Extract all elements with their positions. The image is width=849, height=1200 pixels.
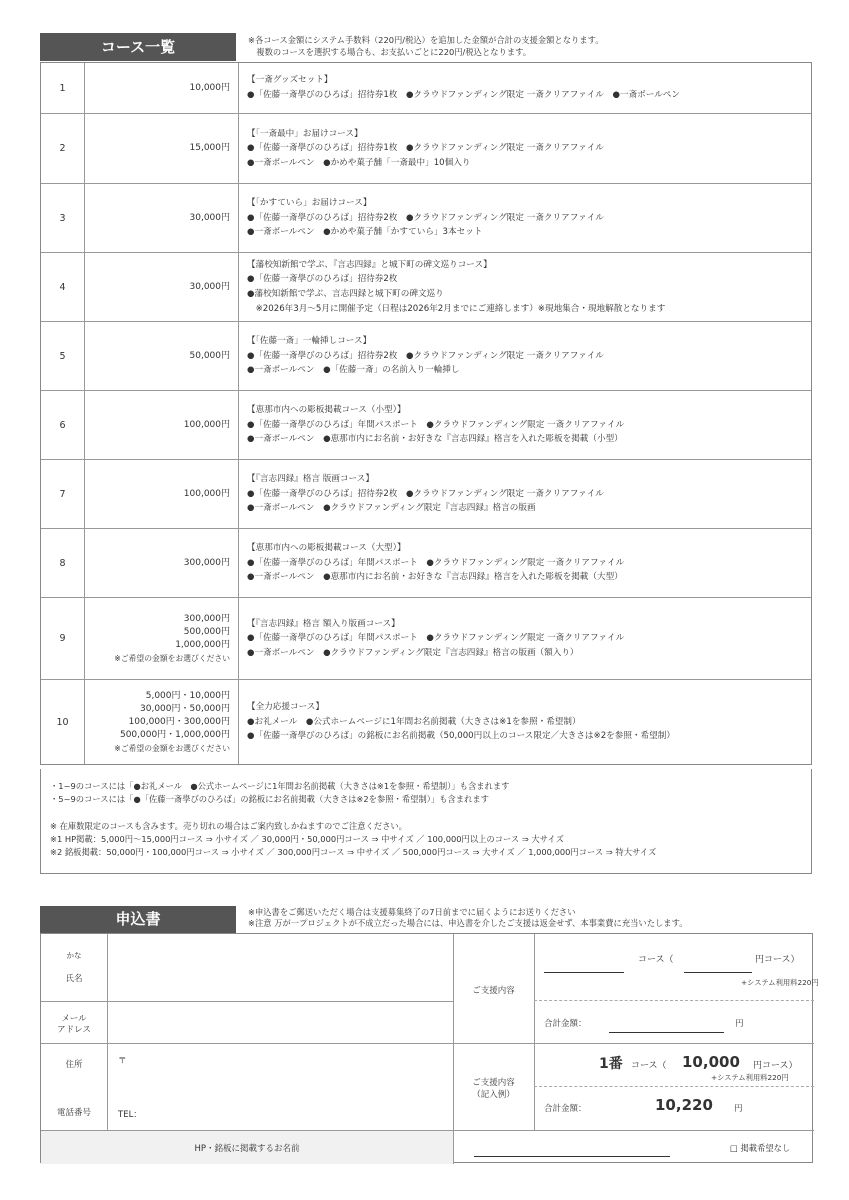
- course-price-value: 100,000円・300,000円: [128, 716, 230, 727]
- course-table: [40, 62, 812, 765]
- course-price: [85, 63, 239, 113]
- course-price-note: ※ご希望の金額をお選びください: [114, 743, 230, 753]
- course-number: 6: [41, 391, 85, 459]
- course-price-value: 15,000円: [189, 143, 230, 153]
- course-price-value: 50,000円: [189, 350, 230, 361]
- course-title: 【全力応援コース】: [247, 702, 324, 713]
- course-amount-field[interactable]: [684, 972, 752, 973]
- course-price: [85, 598, 239, 679]
- hp-name-label: HP・銘板に掲載するお名前: [194, 1144, 300, 1154]
- phone-label: 電話番号: [56, 1108, 91, 1118]
- course-price: [85, 322, 239, 390]
- course-price-value: 30,000円: [189, 212, 230, 223]
- course-note-line: ※各コース金額にシステム手数料（220円/税込）を追加した金額が合計の支援金額となります。: [248, 35, 604, 45]
- name-label: 氏名: [65, 974, 83, 984]
- address-label: 住所: [65, 1060, 83, 1070]
- course-price-value: 100,000円: [183, 488, 230, 499]
- example-course-label: コース（: [631, 1061, 667, 1071]
- course-item: ●一斎ボールペン ●かめや菓子舗「一斎最中」10個入り: [247, 157, 471, 168]
- course-row: [41, 322, 811, 391]
- course-price-value: 300,000円: [183, 613, 230, 624]
- system-fee-note: +システム利用料220円: [741, 978, 819, 987]
- course-number-field[interactable]: [544, 972, 624, 973]
- example-label-2: （記入例）: [472, 1090, 515, 1100]
- course-row: [41, 63, 811, 114]
- course-number: 2: [41, 114, 85, 183]
- course-content: [239, 114, 811, 183]
- course-title: 【『言志四録』格言 額入り版画コース】: [247, 618, 400, 629]
- example-total-amount: 10,220: [655, 1096, 713, 1114]
- example-label-1: ご支援内容: [472, 1078, 515, 1088]
- course-item: ※2026年3月～5月に開催予定（日程は2026年2月までにご連絡します）※現地集合・現地解散となります: [247, 303, 666, 314]
- course-title: 【恵那市内への彫板掲載コース（大型）】: [247, 543, 406, 554]
- course-price: [85, 253, 239, 321]
- course-price-value: 10,000円: [189, 82, 230, 93]
- course-title: 【恵那市内への彫板掲載コース（小型）】: [247, 405, 406, 416]
- course-number: 9: [41, 598, 85, 679]
- form-note-line: ※申込書をご郵送いただく場合は支援募集終了の7日前までに届くようにお送りください: [248, 907, 576, 917]
- course-note-line: ※ 在庫数限定のコースも含みます。売り切れの場合はご案内致しかねますのでご注意ください。: [50, 821, 407, 831]
- email-label-1: メール: [61, 1014, 87, 1024]
- course-title: 【藩校知新館で学ぶ、『言志四録』と城下町の碑文巡りコース】: [247, 259, 492, 270]
- course-item: ●「佐藤一斎學びのひろば」招待券2枚 ●クラウドファンディング限定 一斎クリアファイル: [247, 212, 604, 223]
- course-number: 10: [41, 680, 85, 764]
- course-content: [239, 322, 811, 390]
- course-number: 5: [41, 322, 85, 390]
- support-content-label: ご支援内容: [472, 986, 515, 996]
- course-row: [41, 391, 811, 460]
- course-price-note: ※ご希望の金額をお選びください: [114, 653, 230, 663]
- course-note-line: ・5~9のコースには「●「佐藤一斎學びのひろば」の銘板にお名前掲載（大きさは※2を参照・希望制）」も含まれます: [50, 794, 489, 804]
- course-item: ●「佐藤一斎學びのひろば」招待券1枚 ●クラウドファンディング限定 一斎クリアファイル: [247, 143, 604, 154]
- hp-name-field[interactable]: [474, 1156, 670, 1157]
- form-section-header: [40, 906, 688, 933]
- course-price: [85, 114, 239, 183]
- example-total-label: 合計金額：: [544, 1104, 587, 1114]
- course-item: ●一斎ボールペン ●クラウドファンディング限定『言志四録』格言の版画（額入り）: [247, 647, 579, 658]
- name-field[interactable]: [108, 935, 452, 1000]
- course-item: ●「佐藤一斎學びのひろば」年間パスポート ●クラウドファンディング限定 一斎クリアファイル: [247, 419, 625, 430]
- course-price-value: 5,000円・10,000円: [145, 690, 230, 701]
- course-list-title: コース一覧: [40, 33, 236, 61]
- course-note-line: 複数のコースを選択する場合も、お支払いごとに220円/税込となります。: [248, 46, 532, 57]
- form-note-line: ※注意 万が一プロジェクトが不成立だった場合には、申込書を介したご支援は返金せず、本事業費に充当いたします。: [248, 918, 688, 928]
- tel-prefix: TEL：: [118, 1110, 142, 1120]
- course-item: ●「佐藤一斎學びのひろば」招待券2枚 ●クラウドファンディング限定 一斎クリアファイル: [247, 488, 604, 499]
- course-label: コース（: [638, 955, 674, 965]
- course-row: [41, 460, 811, 529]
- course-content: [239, 460, 811, 528]
- course-number: 3: [41, 184, 85, 252]
- course-item: ●お礼メール ●公式ホームページに1年間お名前掲載（大きさは※1を参照・希望制）: [247, 716, 581, 727]
- course-price: [85, 391, 239, 459]
- example-fee-note: +システム利用料220円: [711, 1073, 789, 1082]
- example-total-yen: 円: [734, 1104, 743, 1114]
- course-content: [239, 391, 811, 459]
- course-note-line: ※1 HP掲載：5,000円～15,000円コース ⇒ 小サイズ ／ 30,000円・50,000円コース ⇒ 中サイズ ／ 100,000円以上のコース ⇒ 大サイズ: [50, 834, 564, 844]
- email-field[interactable]: [108, 1002, 452, 1042]
- kana-label: かな: [66, 951, 82, 960]
- course-price: [85, 680, 239, 764]
- address-phone-field[interactable]: [108, 1044, 452, 1129]
- course-content: [239, 63, 811, 113]
- example-course-amount: 10,000: [682, 1053, 740, 1071]
- course-content: [239, 529, 811, 597]
- course-number: 1: [41, 63, 85, 113]
- course-number: 8: [41, 529, 85, 597]
- course-content: [239, 253, 811, 321]
- course-number: 7: [41, 460, 85, 528]
- course-price-value: 300,000円: [183, 557, 230, 568]
- example-course-number: 1番: [599, 1056, 623, 1072]
- course-title: 【一斎グッズセット】: [247, 75, 333, 86]
- course-note-line: ※2 銘板掲載：50,000円・100,000円コース ⇒ 小サイズ ／ 300,000円コース ⇒ 中サイズ ／ 500,000円コース ⇒ 大サイズ ／ 1,000,000円コース ⇒ 特大サイズ: [50, 847, 657, 857]
- course-price: [85, 184, 239, 252]
- form-section-notes: [248, 906, 688, 929]
- course-content: [239, 598, 811, 679]
- course-item: ●一斎ボールペン ●かめや菓子舗「かすていら」3本セット: [247, 227, 483, 238]
- course-item: ●「佐藤一斎學びのひろば」招待券2枚 ●クラウドファンディング限定 一斎クリアファイル: [247, 350, 604, 361]
- course-price-value: 30,000円: [189, 281, 230, 292]
- course-item: ●「佐藤一斎學びのひろば」の銘板にお名前掲載（50,000円以上のコース限定／大きさは※2を参照・希望制）: [247, 731, 675, 742]
- course-price-value: 500,000円: [183, 626, 230, 637]
- course-content: [239, 680, 811, 764]
- course-title: 【「かすていら」お届けコース】: [247, 198, 372, 209]
- course-row: [41, 598, 811, 680]
- course-item: ●一斎ボールペン ●恵那市内にお名前・お好きな『言志四録』格言を入れた彫板を掲載（大型）: [247, 572, 623, 583]
- course-title: 【「佐藤一斎」一輪挿しコース】: [247, 336, 372, 347]
- course-price-value: 30,000円・50,000円: [140, 703, 230, 714]
- postal-mark: 〒: [118, 1056, 127, 1066]
- course-row: [41, 253, 811, 322]
- no-listing-checkbox[interactable]: □ 掲載希望なし: [730, 1143, 791, 1153]
- total-label: 合計金額：: [544, 1019, 587, 1029]
- course-section-header: [40, 33, 604, 61]
- example-course-suffix: 円コース）: [753, 1061, 798, 1071]
- course-content: [239, 184, 811, 252]
- application-form: [40, 933, 819, 1163]
- course-price: [85, 460, 239, 528]
- course-item: ●「佐藤一斎學びのひろば」年間パスポート ●クラウドファンディング限定 一斎クリアファイル: [247, 557, 625, 568]
- course-item: ●藩校知新館で学ぶ、言志四録と城下町の碑文巡り: [247, 289, 444, 299]
- form-title: 申込書: [40, 906, 236, 933]
- course-item: ●「佐藤一斎學びのひろば」招待券2枚: [247, 274, 398, 285]
- course-item: ●一斎ボールペン ●「佐藤一斎」の名前入り一輪挿し: [247, 365, 460, 376]
- course-section-notes: [248, 33, 604, 58]
- course-row: [41, 529, 811, 598]
- course-item: ●一斎ボールペン ●恵那市内にお名前・お好きな『言志四録』格言を入れた彫板を掲載（小型）: [247, 434, 623, 445]
- course-row: [41, 114, 811, 184]
- total-amount-field[interactable]: [609, 1032, 724, 1033]
- course-title: 【『言志四録』格言 版画コース】: [247, 474, 374, 485]
- course-suffix: 円コース）: [755, 955, 800, 965]
- course-item: ●「佐藤一斎學びのひろば」年間パスポート ●クラウドファンディング限定 一斎クリアファイル: [247, 633, 625, 644]
- email-label-2: アドレス: [57, 1025, 91, 1035]
- course-note-line: ・1~9のコースには「●お礼メール ●公式ホームページに1年間お名前掲載（大きさは※1を参照・希望制）」も含まれます: [50, 781, 510, 791]
- course-number: 4: [41, 253, 85, 321]
- course-price-value: 500,000円・1,000,000円: [119, 729, 230, 740]
- course-row: [41, 680, 811, 764]
- course-title: 【「一斎最中」お届けコース】: [247, 128, 363, 139]
- course-notes: [40, 769, 812, 874]
- course-price-value: 100,000円: [183, 419, 230, 430]
- total-yen: 円: [735, 1019, 744, 1029]
- course-price-value: 1,000,000円: [175, 639, 230, 650]
- course-row: [41, 184, 811, 253]
- course-item: ●「佐藤一斎學びのひろば」招待券1枚 ●クラウドファンディング限定 一斎クリアファイル ●一斎ボールペン: [247, 90, 680, 100]
- course-price: [85, 529, 239, 597]
- course-item: ●一斎ボールペン ●クラウドファンディング限定『言志四録』格言の版画: [247, 503, 536, 514]
